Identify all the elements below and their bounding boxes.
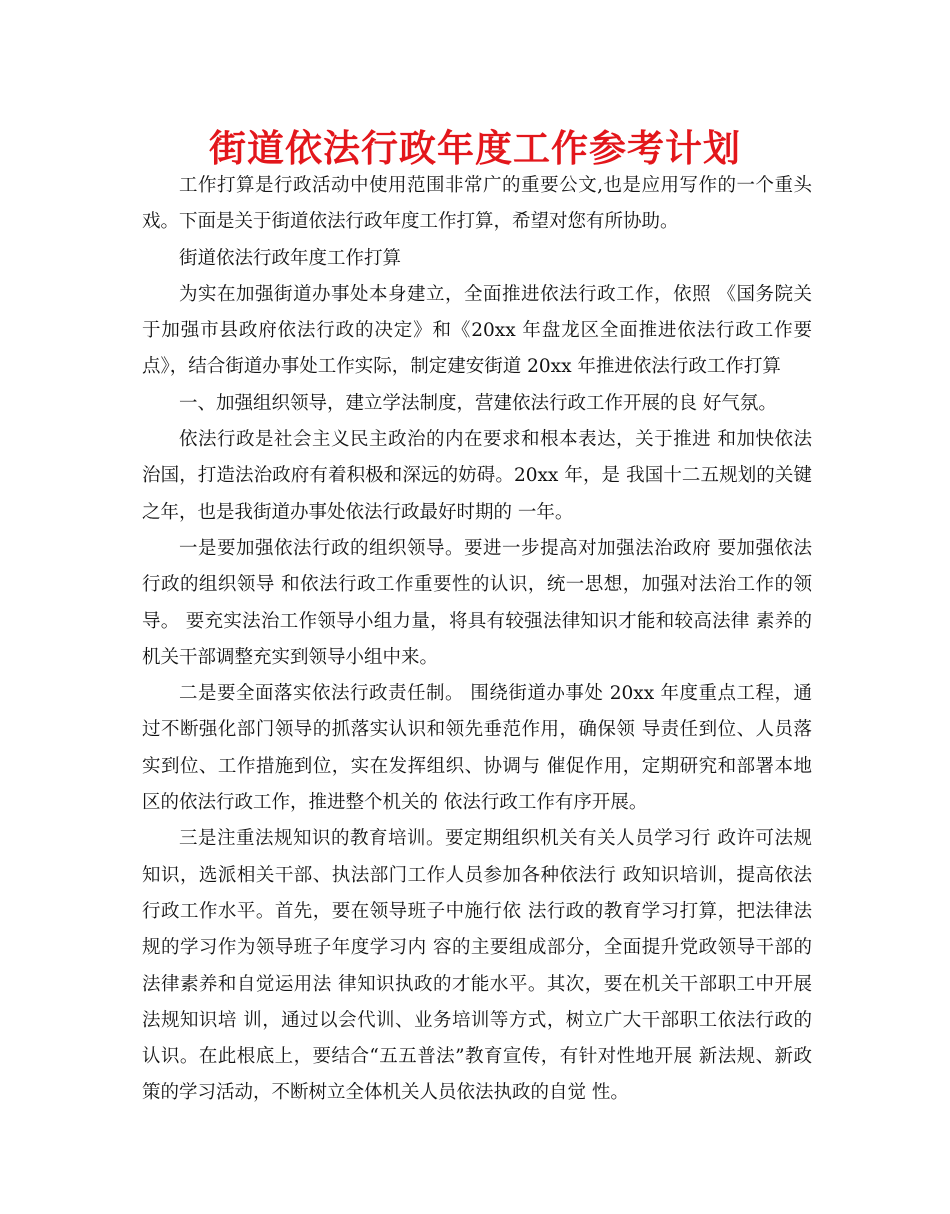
paragraph-point-3: 三是注重法规知识的教育培训。要定期组织机关有关人员学习行 政许可法规知识，选派相关干部、执法部门工作人员参加各种依法行 政知识培训，提高依法行政工作水平。首先，要在领导班子中施行依 法行政的教育学习打算，把法律法规的学习作为领导班子年度学习内 容的主要组成部分，全面提升党政领导干部的法律素养和自觉运用法 律知识执政的才能水平。其次，要在机关干部职工中开展法规知识培 训，通过以会代训、业务培训等方式，树立广大干部职工依法行政的认识。在此根底上，要结合“五五普法”教育宣传，有针对性地开展 新法规、新政策的学习活动，不断树立全体机关人员依法执政的自觉 性。 (142, 828, 812, 1104)
paragraph-intro: 工作打算是行政活动中使用范围非常广的重要公文,也是应用写作的一个重头戏。下面是关于街道依法行政年度工作打算，希望对您有所协助。 (142, 175, 812, 233)
paragraph-point-2: 二是要全面落实依法行政责任制。 围绕街道办事处 20xx 年度重点工程，通过不断强化部门领导的抓落实认识和领先垂范作用，确保领 导责任到位、人员落实到位、工作措施到位，实在发挥组织、协调与 催促作用，定期研究和部署本地区的依法行政工作，推进整个机关的 依法行政工作有序开展。 (142, 683, 812, 814)
section-heading-1: 一、加强组织领导，建立学法制度，营建依法行政工作开展的良 好气氛。 (179, 392, 777, 414)
paragraph-purpose: 为实在加强街道办事处本身建立，全面推进依法行政工作，依照 《国务院关于加强市县政府依法行政的决定》和《20xx 年盘龙区全面推进依法行政工作要点》，结合街道办事处工作实际，制定建安街道 20xx 年推进依法行政工作打算 (142, 283, 812, 378)
paragraph-subtitle: 街道依法行政年度工作打算 (179, 247, 402, 269)
paragraph-background: 依法行政是社会主义民主政治的内在要求和根本表达，关于推进 和加快依法治国，打造法治政府有着积极和深远的妨碍。20xx 年，是 我国十二五规划的关键之年，也是我街道办事处依法行政最好时期的 一年。 (142, 429, 812, 523)
paragraph-point-1: 一是要加强依法行政的组织领导。要进一步提高对加强法治政府 要加强依法行政的组织领导 和依法行政工作重要性的认识，统一思想，加强对法治工作的领导。 要充实法治工作领导小组力量，将具有较强法律知识才能和较高法律 素养的机关干部调整充实到领导小组中来。 (142, 537, 812, 668)
document-body (142, 168, 812, 1112)
document-title: 街道依法行政年度工作参考计划 (209, 127, 741, 170)
